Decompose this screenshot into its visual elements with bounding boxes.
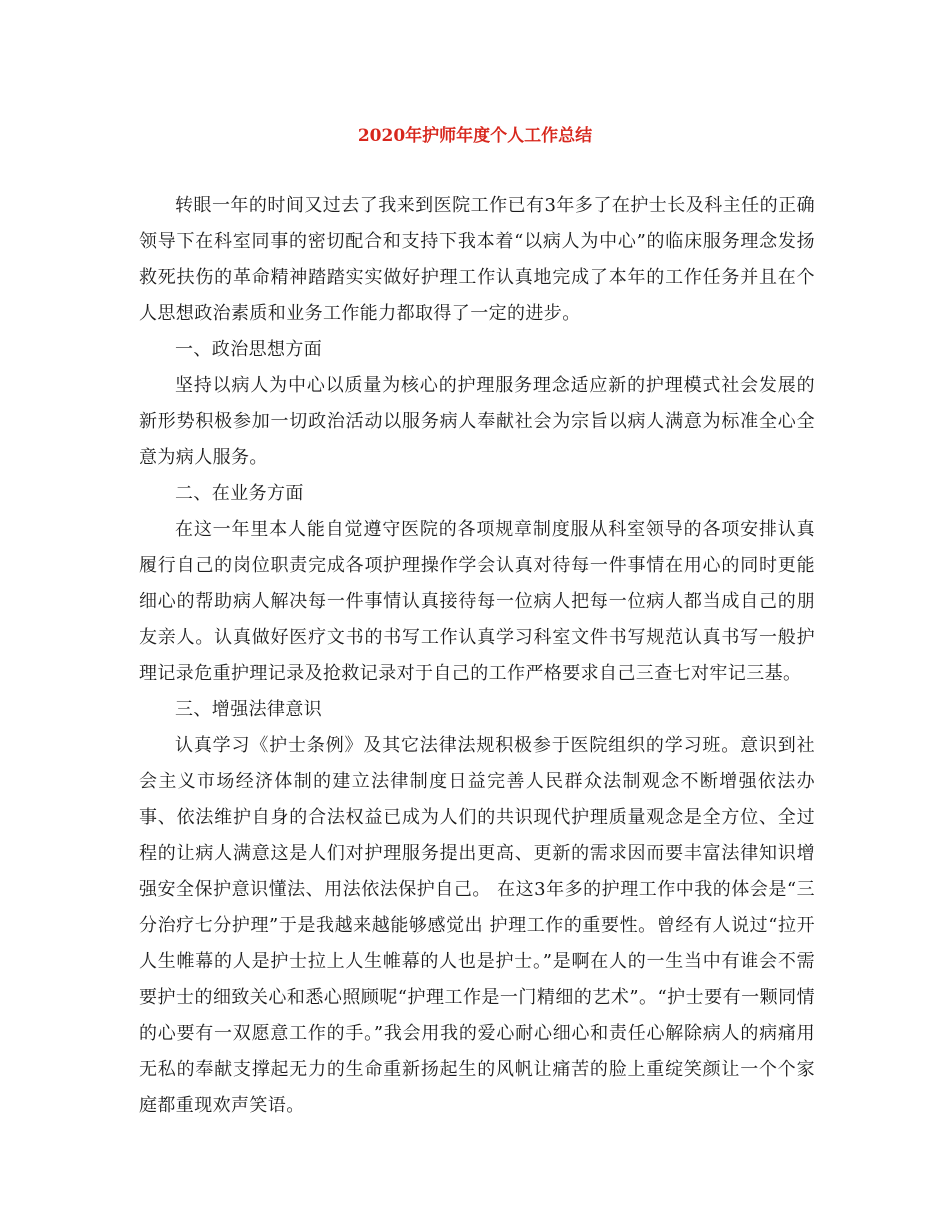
section-heading-politics: 一、政治思想方面	[175, 339, 323, 360]
paragraph-politics: 坚持以病人为中心以质量为核心的护理服务理念适应新的护理模式社会发展的新形势积极参加一切政治活动以服务病人奉献社会为宗旨以病人满意为标准全心全意为病人服务。	[139, 375, 815, 468]
document-body	[139, 188, 815, 1124]
paragraph-work: 在这一年里本人能自觉遵守医院的各项规章制度服从科室领导的各项安排认真履行自己的岗位职责完成各项护理操作学会认真对待每一件事情在用心的同时更能细心的帮助病人解决每一件事情认真接待每一位病人把每一位病人都当成自己的朋友亲人。认真做好医疗文书的书写工作认真学习科室文件书写规范认真书写一般护理记录危重护理记录及抢救记录对于自己的工作严格要求自己三查七对牢记三基。	[139, 519, 815, 684]
section-heading-work: 二、在业务方面	[175, 483, 304, 504]
section-heading-law: 三、增强法律意识	[175, 699, 323, 720]
document-title: 2020年护师年度个人工作总结	[357, 126, 593, 146]
paragraph-intro: 转眼一年的时间又过去了我来到医院工作已有3年多了在护士长及科主任的正确领导下在科室同事的密切配合和支持下我本着“以病人为中心”的临床服务理念发扬救死扶伤的革命精神踏踏实实做好护理工作认真地完成了本年的工作任务并且在个人思想政治素质和业务工作能力都取得了一定的进步。	[139, 195, 815, 324]
paragraph-law: 认真学习《护士条例》及其它法律法规积极参于医院组织的学习班。意识到社会主义市场经济体制的建立法律制度日益完善人民群众法制观念不断增强依法办事、依法维护自身的合法权益已成为人们的共识现代护理质量观念是全方位、全过程的让病人满意这是人们对护理服务提出更高、更新的需求因而要丰富法律知识增强安全保护意识懂法、用法依法保护自己。 在这3年多的护理工作中我的体会是“三分治疗七分护理”于是我越来越能够感觉出 护理工作的重要性。曾经有人说过“拉开人生帷幕的人是护士拉上人生帷幕的人也是护士。”是啊在人的一生当中有谁会不需要护士的细致关心和悉心照顾呢“护理工作是一门精细的艺术”。“护士要有一颗同情的心要有一双愿意工作的手。”我会用我的爱心耐心细心和责任心解除病人的病痛用无私的奉献支撑起无力的生命重新扬起生的风帆让痛苦的脸上重绽笑颜让一个个家庭都重现欢声笑语。	[139, 735, 815, 1116]
